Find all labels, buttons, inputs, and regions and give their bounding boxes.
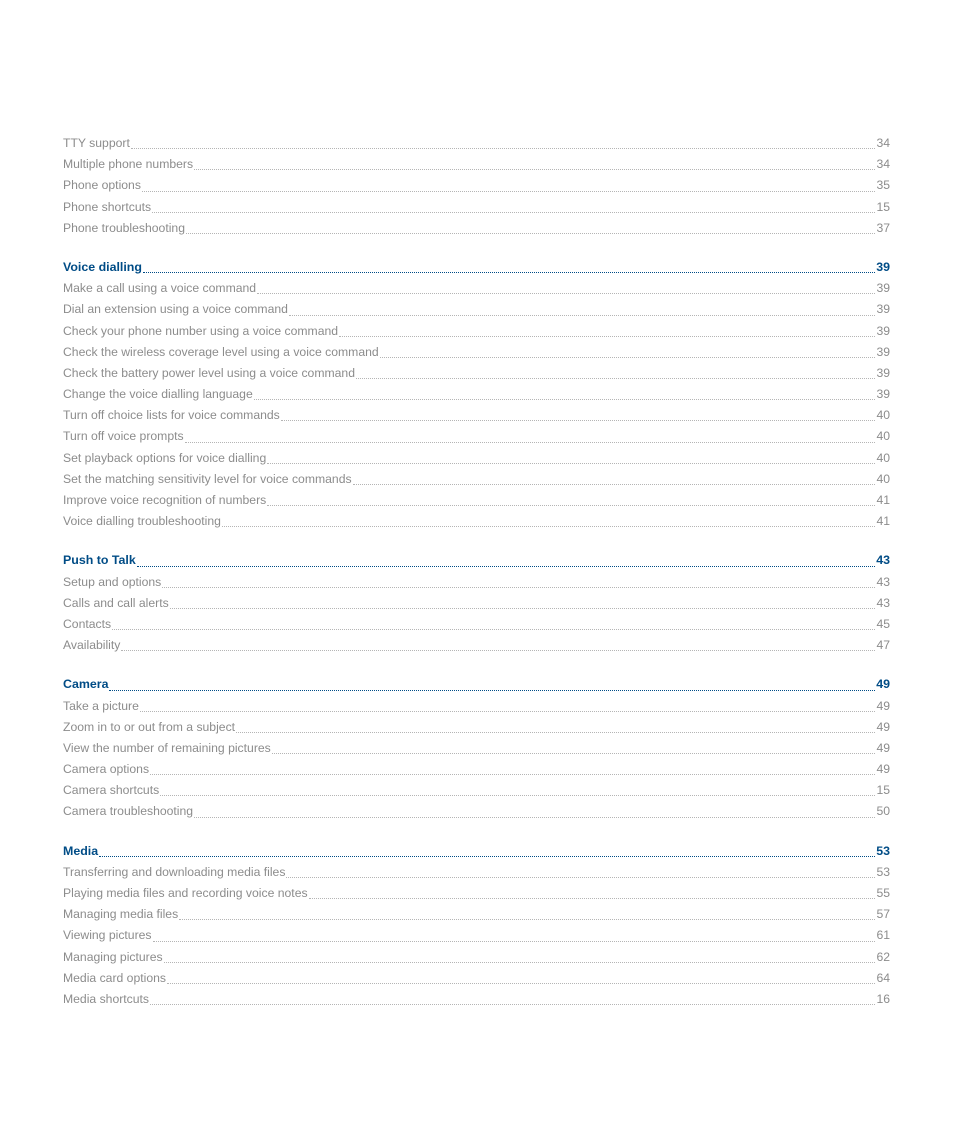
toc-entry[interactable] [63,363,890,384]
toc-entry-title: Media [63,843,99,858]
toc-page-number: 39 [876,344,890,359]
dot-leader [150,773,875,775]
dot-leader [121,649,875,651]
toc-entry[interactable] [63,801,890,822]
toc-entry[interactable] [63,614,890,635]
toc-entry-title: Voice dialling [63,259,142,274]
dot-leader [152,211,875,213]
toc-entry-title: Dial an extension using a voice command [63,302,288,317]
toc-entry[interactable] [63,883,890,904]
dot-leader [140,710,876,712]
toc-page-number: 45 [876,616,890,631]
toc-page-number: 40 [876,450,890,465]
toc-page-number: 15 [876,199,890,214]
dot-leader [143,271,875,273]
toc-section [63,133,890,239]
toc-page-number: 37 [876,220,890,235]
dot-leader [281,419,876,421]
toc-entry-title: Multiple phone numbers [63,157,194,172]
dot-leader [142,190,876,192]
toc-entry-title: Camera troubleshooting [63,804,194,819]
toc-entry-title: Phone options [63,178,141,193]
toc-page-number: 39 [876,365,890,380]
toc-entry-title: Zoom in to or out from a subject [63,719,236,734]
dot-leader [150,1003,875,1005]
toc-entry[interactable] [63,947,890,968]
toc-entry[interactable] [63,572,890,593]
toc-entry[interactable] [63,862,890,883]
toc-entry-title: Check your phone number using a voice command [63,323,339,338]
table-of-contents [63,133,890,1010]
toc-entry-title: Camera shortcuts [63,783,160,798]
dot-leader [109,689,875,691]
dot-leader [257,292,875,294]
toc-entry-title: Viewing pictures [63,928,152,943]
toc-entry[interactable] [63,968,890,989]
toc-entry-title: Take a picture [63,698,139,713]
toc-page-number: 47 [876,638,890,653]
toc-entry-title: Media card options [63,970,166,985]
toc-entry[interactable] [63,717,890,738]
toc-entry[interactable] [63,696,890,717]
dot-leader [131,147,876,149]
dot-leader [254,398,876,400]
toc-page-number: 40 [876,471,890,486]
dot-leader [167,982,875,984]
toc-page-number: 40 [876,408,890,423]
toc-page-number: 39 [876,259,890,274]
toc-page-number: 43 [876,574,890,589]
toc-page-number: 49 [876,740,890,755]
toc-page-number: 39 [876,387,890,402]
toc-entry[interactable] [63,759,890,780]
toc-section [63,841,890,1011]
toc-entry-title: Managing media files [63,907,179,922]
dot-leader [185,441,876,443]
toc-entry-title: View the number of remaining pictures [63,740,271,755]
toc-entry[interactable] [63,448,890,469]
toc-page-number: 62 [876,949,890,964]
toc-page-number: 50 [876,804,890,819]
toc-page-number: 39 [876,281,890,296]
dot-leader [267,462,875,464]
dot-leader [236,731,875,733]
toc-page-number: 34 [876,136,890,150]
toc-entry-title: Setup and options [63,574,162,589]
toc-entry-title: Turn off choice lists for voice commands [63,408,280,423]
toc-entry-title: Turn off voice prompts [63,429,184,444]
toc-entry[interactable] [63,321,890,342]
toc-entry-title: Voice dialling troubleshooting [63,514,221,529]
toc-page-number: 15 [876,783,890,798]
dot-leader [170,607,876,609]
toc-page-number: 61 [876,928,890,943]
toc-entry[interactable] [63,197,890,218]
toc-entry-title: Calls and call alerts [63,595,169,610]
dot-leader [286,876,875,878]
dot-leader [160,794,875,796]
dot-leader [153,940,876,942]
toc-page-number: 49 [876,677,890,692]
toc-entry[interactable] [63,738,890,759]
toc-page-number: 49 [876,698,890,713]
dot-leader [267,504,875,506]
toc-entry[interactable] [63,904,890,925]
toc-section-heading[interactable] [63,257,890,278]
dot-leader [137,565,875,567]
toc-entry-title: Make a call using a voice command [63,281,257,296]
dot-leader [112,628,875,630]
toc-entry-title: Set the matching sensitivity level for voice commands [63,471,352,486]
toc-page-number: 34 [876,157,890,172]
toc-page-number: 49 [876,762,890,777]
dot-leader [186,232,875,234]
toc-page-number: 41 [876,493,890,507]
toc-page-number: 55 [876,886,890,900]
toc-entry[interactable] [63,426,890,447]
toc-section-heading[interactable] [63,674,890,695]
toc-entry-title: Contacts [63,616,112,631]
toc-entry[interactable] [63,989,890,1010]
toc-entry-title: Managing pictures [63,949,163,964]
toc-page-number: 35 [876,178,890,193]
toc-page-number: 43 [876,553,890,568]
toc-entry-title: Playing media files and recording voice notes [63,886,308,900]
dot-leader [272,752,876,754]
dot-leader [222,525,876,527]
toc-entry-title: TTY support [63,136,130,150]
toc-entry-title: Availability [63,638,121,653]
toc-entry[interactable] [63,780,890,801]
toc-entry[interactable] [63,133,890,154]
toc-entry[interactable] [63,405,890,426]
toc-entry[interactable] [63,278,890,299]
dot-leader [353,483,876,485]
toc-entry-title: Camera [63,677,109,692]
toc-entry-title: Improve voice recognition of numbers [63,493,267,507]
toc-entry[interactable] [63,384,890,405]
toc-entry[interactable] [63,925,890,946]
toc-page-number: 40 [876,429,890,444]
dot-leader [179,918,875,920]
toc-entry-title: Push to Talk [63,553,136,568]
toc-page-number: 64 [876,970,890,985]
toc-entry[interactable] [63,299,890,320]
toc-entry-title: Check the battery power level using a voice command [63,365,355,380]
toc-entry[interactable] [63,635,890,656]
dot-leader [99,855,875,857]
dot-leader [164,961,876,963]
toc-page-number: 39 [876,323,890,338]
toc-entry-title: Set playback options for voice dialling [63,450,267,465]
toc-entry[interactable] [63,154,890,175]
toc-section [63,257,890,532]
toc-entry[interactable] [63,469,890,490]
toc-section-heading[interactable] [63,841,890,862]
dot-leader [194,816,875,818]
toc-entry-title: Media shortcuts [63,991,150,1006]
toc-page-number: 43 [876,595,890,610]
toc-page-number: 39 [876,302,890,317]
toc-page-number: 41 [876,514,890,529]
dot-leader [339,335,875,337]
toc-section [63,674,890,822]
dot-leader [309,897,876,899]
toc-page-number: 57 [876,907,890,922]
dot-leader [356,377,875,379]
dot-leader [289,314,876,316]
toc-page-number: 49 [876,719,890,734]
toc-entry[interactable] [63,342,890,363]
toc-entry[interactable] [63,511,890,532]
toc-entry-title: Check the wireless coverage level using a voice command [63,344,379,359]
toc-entry-title: Transferring and downloading media files [63,864,286,879]
toc-entry-title: Phone shortcuts [63,199,152,214]
toc-entry-title: Camera options [63,762,150,777]
toc-page-number: 53 [876,843,890,858]
toc-entry[interactable] [63,490,890,511]
dot-leader [194,168,875,170]
toc-entry[interactable] [63,218,890,239]
toc-entry[interactable] [63,593,890,614]
toc-entry[interactable] [63,175,890,196]
dot-leader [162,586,875,588]
toc-entry-title: Change the voice dialling language [63,387,253,402]
toc-entry-title: Phone troubleshooting [63,220,185,235]
toc-page-number: 53 [876,864,890,879]
toc-page-number: 16 [876,991,890,1006]
dot-leader [380,356,876,358]
toc-section-heading[interactable] [63,550,890,571]
toc-section [63,550,890,656]
